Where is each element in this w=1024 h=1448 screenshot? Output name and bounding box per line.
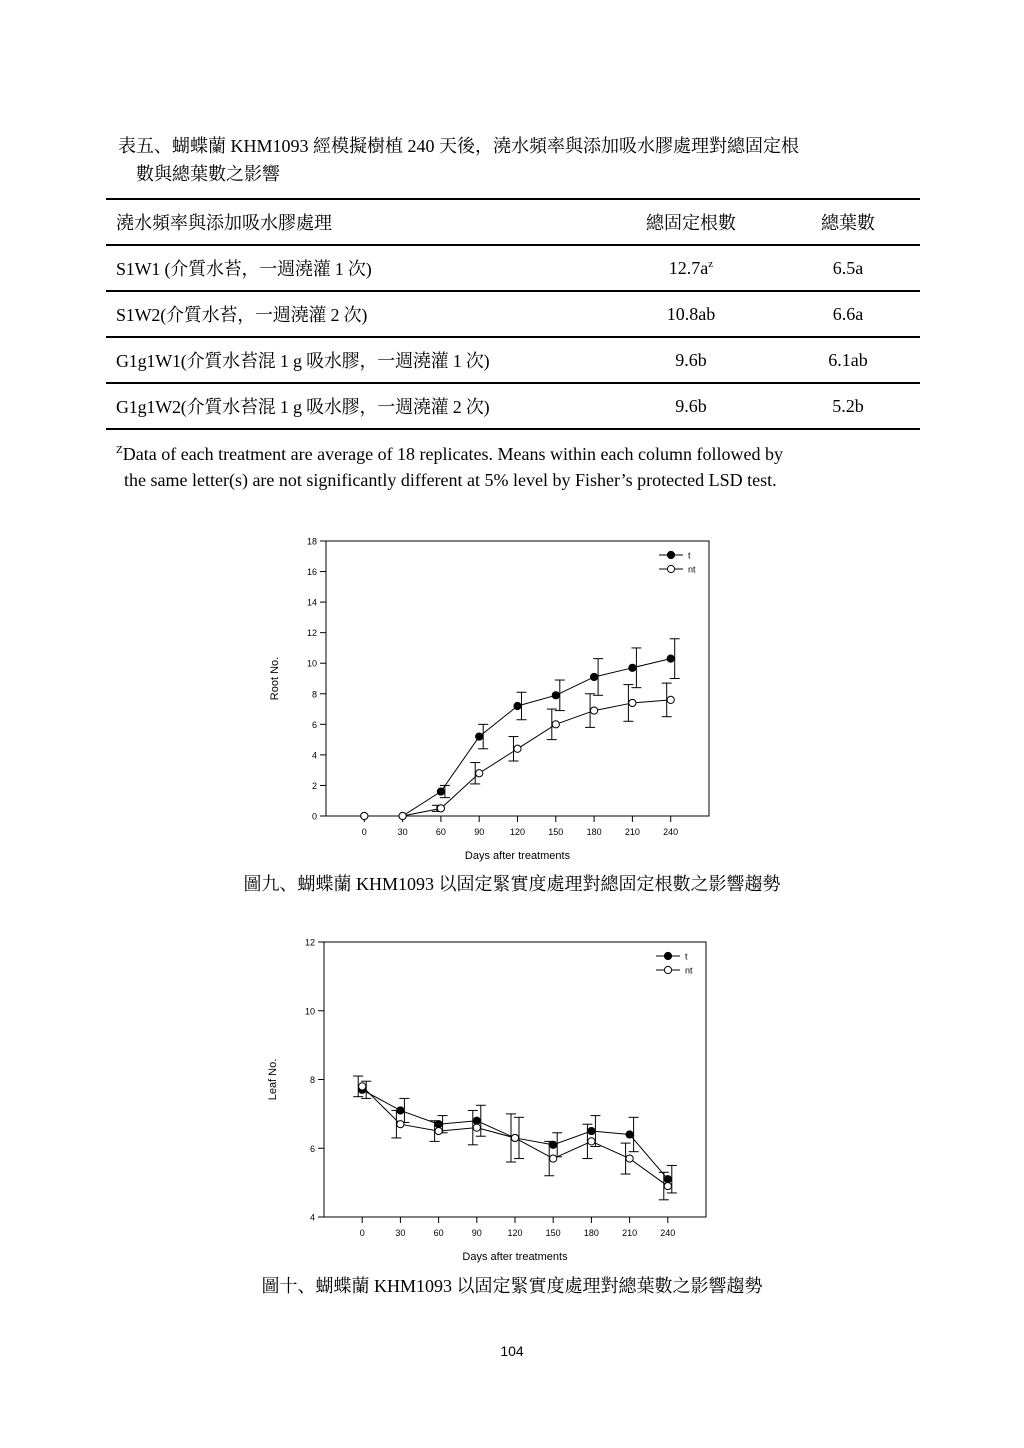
data-point-t bbox=[552, 692, 559, 699]
legend-marker-nt bbox=[664, 966, 671, 973]
cell-roots-value: 12.7a bbox=[668, 257, 709, 278]
x-axis-label: Days after treatments bbox=[464, 850, 571, 862]
data-point-nt bbox=[437, 805, 444, 812]
cell-treatment: G1g1W2(介質水苔混 1 g 吸水膠，一週澆灌 2 次) bbox=[116, 397, 490, 417]
results-table bbox=[106, 198, 920, 430]
x-tick-label: 60 bbox=[435, 827, 446, 837]
data-point-nt bbox=[514, 745, 521, 752]
x-tick-label: 30 bbox=[397, 827, 408, 837]
x-tick-label: 180 bbox=[583, 1228, 599, 1238]
cell-leaves: 5.2b bbox=[832, 395, 864, 416]
y-tick-label: 18 bbox=[306, 536, 317, 547]
x-tick-label: 210 bbox=[624, 827, 640, 837]
data-point-nt bbox=[552, 721, 559, 728]
x-tick-label: 90 bbox=[471, 1228, 482, 1238]
data-point-t bbox=[588, 1127, 595, 1134]
data-point-t bbox=[626, 1131, 633, 1138]
cell-leaves: 6.5a bbox=[832, 257, 864, 278]
data-point-nt bbox=[591, 707, 598, 714]
legend-marker-t bbox=[664, 952, 671, 959]
x-tick-label: 240 bbox=[660, 1228, 676, 1238]
x-axis-label: Days after treatments bbox=[462, 1251, 568, 1263]
data-point-nt bbox=[361, 812, 368, 819]
data-point-t bbox=[435, 1121, 442, 1128]
figure-10-caption: 圖十、蝴蝶蘭 KHM1093 以固定緊實度處理對總葉數之影響趨勢 bbox=[261, 1276, 763, 1296]
y-tick-label: 0 bbox=[311, 811, 317, 822]
data-point-t bbox=[397, 1107, 404, 1114]
cell-leaves: 6.6a bbox=[832, 303, 864, 324]
y-tick-label: 12 bbox=[306, 628, 317, 639]
y-tick-label: 6 bbox=[311, 719, 317, 730]
y-tick-label: 14 bbox=[306, 597, 317, 608]
data-point-nt bbox=[626, 1155, 633, 1162]
y-tick-label: 10 bbox=[304, 1006, 315, 1017]
y-tick-label: 4 bbox=[309, 1212, 315, 1223]
data-point-nt bbox=[629, 699, 636, 706]
table-caption-line1: 表五、蝴蝶蘭 KHM1093 經模擬樹植 240 天後，澆水頻率與添加吸水膠處理對總固定根 bbox=[118, 136, 799, 156]
cell-leaves: 6.1ab bbox=[828, 349, 868, 370]
data-point-nt bbox=[476, 770, 483, 777]
y-tick-label: 8 bbox=[311, 689, 317, 700]
data-point-t bbox=[667, 655, 674, 662]
x-tick-label: 120 bbox=[509, 827, 526, 837]
data-point-t bbox=[664, 1176, 671, 1183]
cell-roots-sup: z bbox=[708, 257, 714, 270]
y-tick-label: 16 bbox=[306, 567, 317, 578]
x-tick-label: 30 bbox=[395, 1228, 406, 1238]
data-point-nt bbox=[667, 696, 674, 703]
y-tick-label: 6 bbox=[309, 1143, 315, 1154]
data-point-nt bbox=[359, 1083, 366, 1090]
data-point-t bbox=[476, 733, 483, 740]
y-tick-label: 12 bbox=[304, 937, 315, 948]
cell-roots: 10.8ab bbox=[666, 303, 716, 324]
x-tick-label: 210 bbox=[622, 1228, 638, 1238]
y-tick-label: 8 bbox=[309, 1075, 315, 1085]
y-tick-label: 4 bbox=[311, 750, 317, 761]
legend-label-t: t bbox=[685, 951, 688, 962]
header-leaves: 總葉數 bbox=[821, 213, 875, 233]
table-row bbox=[106, 291, 920, 337]
plot-frame bbox=[326, 541, 709, 816]
table-row bbox=[106, 337, 920, 383]
data-point-nt bbox=[664, 1182, 671, 1189]
x-tick-label: 120 bbox=[507, 1228, 523, 1238]
footnote-line2: the same letter(s) are not significantly different at 5% level by Fisher’s protected LSD test. bbox=[124, 470, 777, 490]
data-point-t bbox=[591, 673, 598, 680]
header-roots: 總固定根數 bbox=[646, 213, 736, 233]
footnote-marker: Z bbox=[116, 444, 123, 456]
data-point-nt bbox=[511, 1134, 518, 1141]
cell-treatment: G1g1W1(介質水苔混 1 g 吸水膠，一週澆灌 1 次) bbox=[116, 351, 490, 371]
cell-roots bbox=[606, 245, 776, 291]
y-tick-label: 10 bbox=[306, 658, 317, 669]
data-point-nt bbox=[550, 1155, 557, 1162]
y-axis-label: Leaf No. bbox=[267, 1058, 279, 1101]
cell-treatment: S1W2(介質水苔，一週澆灌 2 次) bbox=[116, 305, 368, 325]
x-tick-label: 60 bbox=[433, 1228, 444, 1238]
data-point-t bbox=[437, 788, 444, 795]
data-point-t bbox=[629, 664, 636, 671]
y-tick-label: 2 bbox=[311, 780, 317, 791]
x-tick-label: 180 bbox=[586, 827, 602, 837]
x-tick-label: 240 bbox=[663, 827, 679, 837]
legend-marker-t bbox=[667, 551, 674, 558]
y-axis-label: Root No. bbox=[269, 656, 281, 701]
table-caption-line2: 數與總葉數之影響 bbox=[136, 164, 280, 184]
legend-label-nt: nt bbox=[688, 564, 696, 575]
x-tick-label: 90 bbox=[474, 827, 485, 837]
table-row bbox=[106, 383, 920, 429]
data-point-t bbox=[473, 1117, 480, 1124]
data-point-nt bbox=[588, 1138, 595, 1145]
footnote-line1: Data of each treatment are average of 18 replicates. Means within each column followed by bbox=[122, 444, 783, 464]
cell-treatment: S1W1 (介質水苔，一週澆灌 1 次) bbox=[116, 259, 372, 279]
leaf-number-chart bbox=[0, 930, 1024, 1268]
data-point-nt bbox=[399, 812, 406, 819]
header-treatment: 澆水頻率與添加吸水膠處理 bbox=[116, 213, 332, 233]
series-line-nt bbox=[364, 700, 670, 816]
table-footnote bbox=[116, 437, 912, 493]
page-number: 104 bbox=[500, 1343, 524, 1359]
x-tick-label: 150 bbox=[545, 1228, 561, 1238]
legend-label-nt: nt bbox=[685, 965, 693, 976]
data-point-nt bbox=[397, 1121, 404, 1128]
x-tick-label: 150 bbox=[548, 827, 564, 837]
x-tick-label: 0 bbox=[359, 1228, 365, 1238]
legend-label-t: t bbox=[688, 550, 691, 561]
table-row bbox=[106, 245, 920, 291]
legend-marker-nt bbox=[667, 565, 674, 572]
cell-roots: 9.6b bbox=[675, 395, 707, 416]
plot-frame bbox=[324, 942, 706, 1217]
data-point-t bbox=[550, 1141, 557, 1148]
table-caption bbox=[118, 132, 918, 188]
data-point-nt bbox=[473, 1124, 480, 1131]
figure-9-caption: 圖九、蝴蝶蘭 KHM1093 以固定緊實度處理對總固定根數之影響趨勢 bbox=[243, 874, 781, 894]
table-header-row bbox=[106, 199, 920, 245]
x-tick-label: 0 bbox=[361, 827, 367, 837]
data-point-t bbox=[514, 702, 521, 709]
cell-roots: 9.6b bbox=[675, 349, 707, 370]
data-point-nt bbox=[435, 1127, 442, 1134]
series-line-t bbox=[364, 659, 670, 816]
root-number-chart bbox=[0, 530, 1024, 870]
